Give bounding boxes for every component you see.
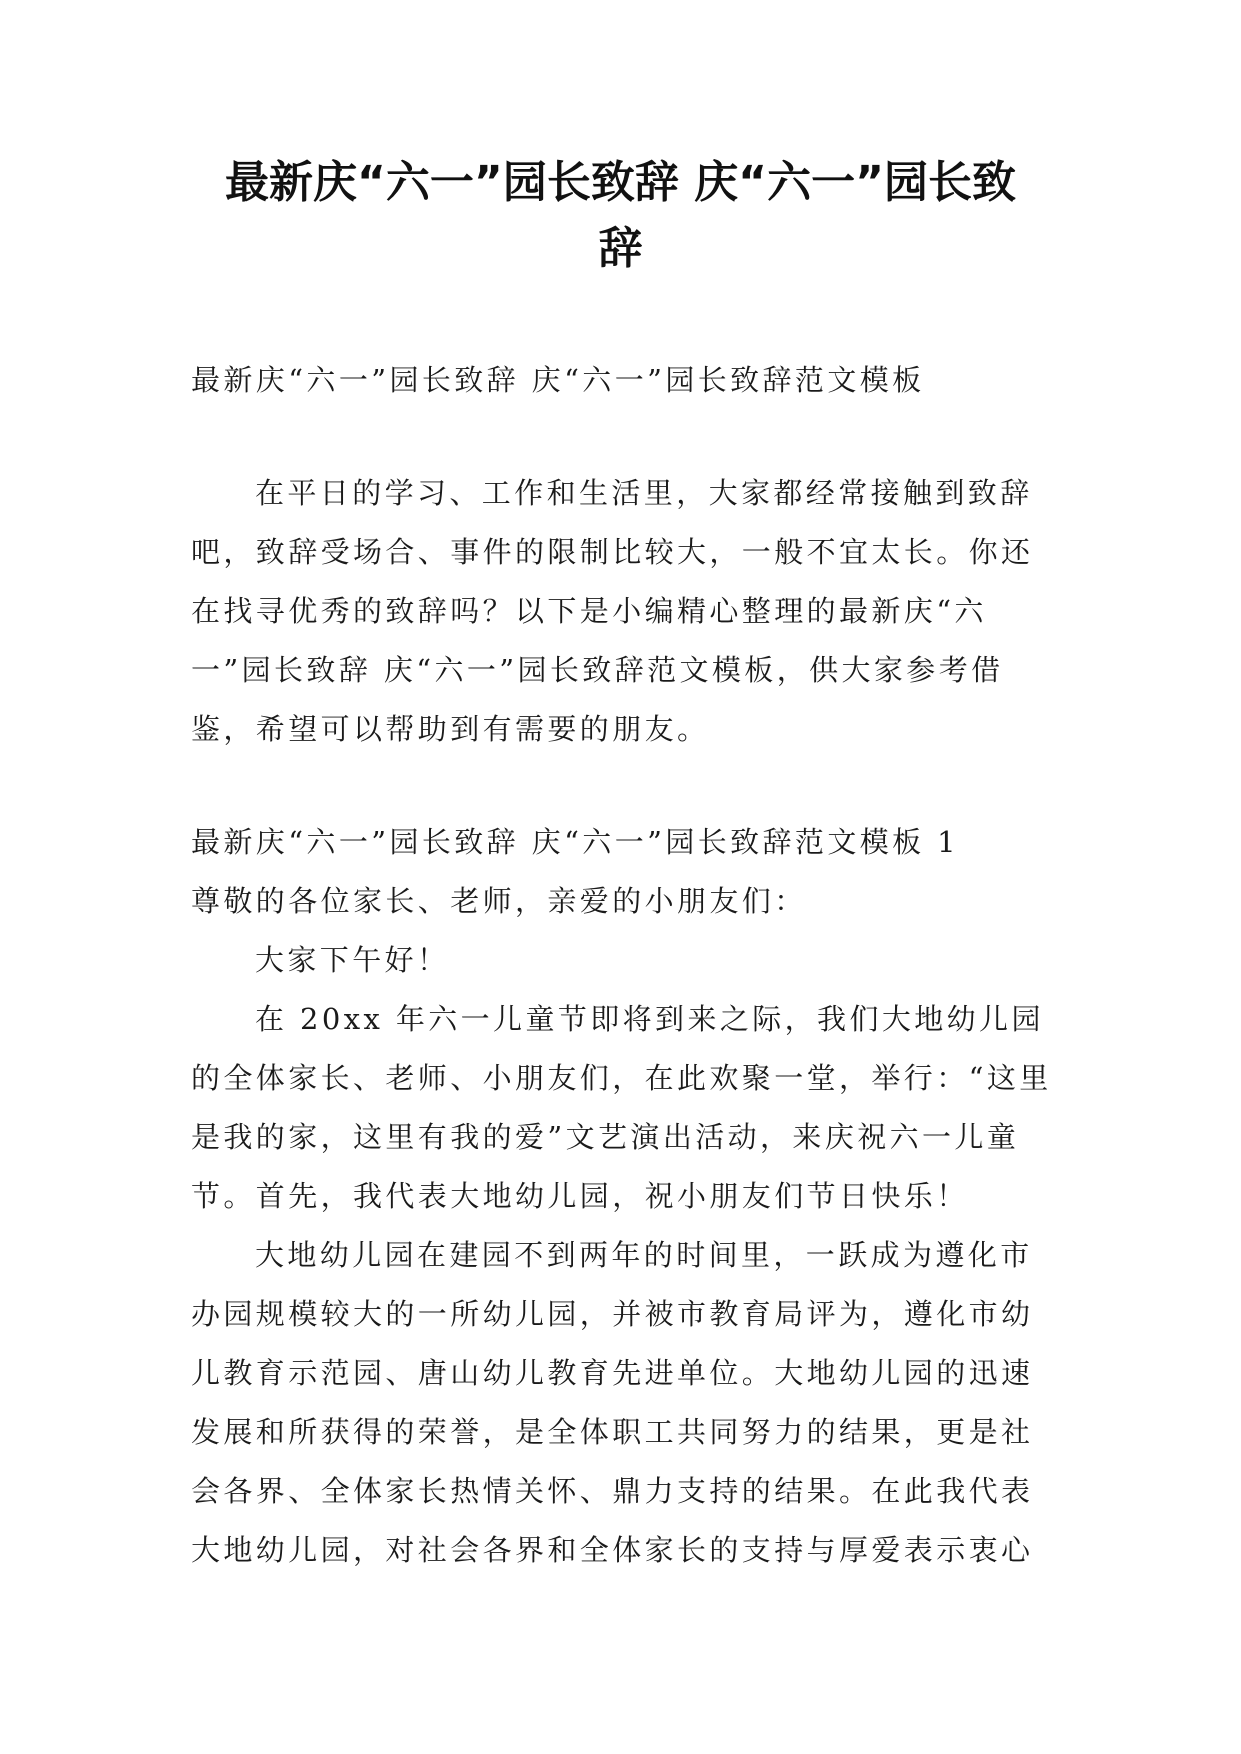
body-paragraph-1: 在 20xx 年六一儿童节即将到来之际，我们大地幼儿园的全体家长、老师、小朋友们，在此欢聚一堂，举行：“这里是我的家，这里有我的爱”文艺演出活动，来庆祝六一儿童节。首先，我代表大地幼儿园，祝小朋友们节日快乐！	[191, 1002, 1052, 1213]
document-title	[150, 150, 1091, 282]
title-line-2: 辞	[598, 223, 643, 274]
section-heading: 最新庆“六一”园长致辞 庆“六一”园长致辞范文模板 1	[191, 825, 959, 859]
greeting: 大家下午好！	[255, 943, 450, 977]
salutation: 尊敬的各位家长、老师，亲爱的小朋友们：	[191, 884, 807, 918]
section-1	[191, 813, 1061, 1580]
intro-paragraph: 在平日的学习、工作和生活里，大家都经常接触到致辞吧，致辞受场合、事件的限制比较大，一般不宜太长。你还在找寻优秀的致辞吗？以下是小编精心整理的最新庆“六一”园长致辞 庆“六一”园长致辞范文模板，供大家参考借鉴，希望可以帮助到有需要的朋友。	[191, 476, 1034, 746]
body-paragraph-2: 大地幼儿园在建园不到两年的时间里，一跃成为遵化市办园规模较大的一所幼儿园，并被市教育局评为，遵化市幼儿教育示范园、唐山幼儿教育先进单位。大地幼儿园的迅速发展和所获得的荣誉，是全体职工共同努力的结果，更是社会各界、全体家长热情关怀、鼎力支持的结果。在此我代表大地幼儿园，对社会各界和全体家长的支持与厚爱表示衷心	[191, 1238, 1034, 1567]
document-subtitle: 最新庆“六一”园长致辞 庆“六一”园长致辞范文模板	[191, 363, 925, 397]
title-line-1: 最新庆“六一”园长致辞 庆“六一”园长致	[225, 157, 1016, 208]
